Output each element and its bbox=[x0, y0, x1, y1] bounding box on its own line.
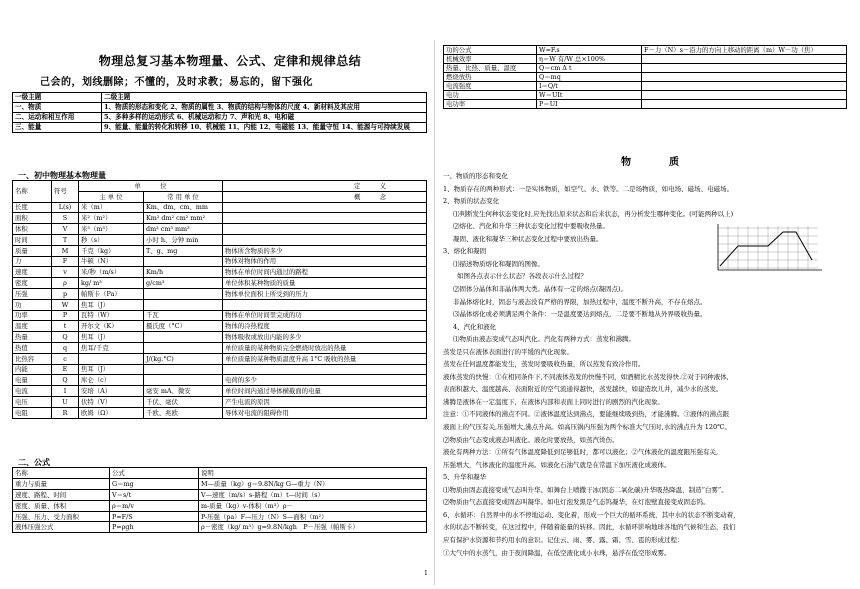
formula-row bbox=[13, 500, 427, 511]
quantity-definition: 物体所含物质的多少 bbox=[223, 245, 427, 256]
quantity-row bbox=[13, 278, 427, 289]
quantity-definition bbox=[223, 234, 427, 245]
formula-note: ρ－密度（kg/ m³）g=9.8N/kgh P－压强（帕斯卡） bbox=[199, 522, 427, 533]
quantity-main-unit: 安培（A） bbox=[79, 386, 144, 397]
quantity-common-unit: 摄氏度（°C） bbox=[144, 321, 223, 332]
quantity-row bbox=[13, 288, 427, 299]
quantity-main-unit: 焦耳（J） bbox=[79, 332, 144, 343]
quantity-name: 热量 bbox=[13, 332, 52, 343]
formula-expression: W=F.s bbox=[537, 46, 642, 55]
quantity-name: 比热容 bbox=[13, 353, 52, 364]
quantity-definition: 物体的冷热程度 bbox=[223, 321, 427, 332]
quantity-main-unit: 米³（m³） bbox=[79, 224, 144, 235]
formula-name: 热量、比热、质量、温度 bbox=[444, 64, 537, 73]
formula-name: 电流强度 bbox=[444, 82, 537, 91]
formula-name: 功的公式 bbox=[444, 46, 537, 55]
quantity-row bbox=[13, 353, 427, 364]
formula-name: 燃烧放热 bbox=[444, 73, 537, 82]
quantity-name: 温度 bbox=[13, 321, 52, 332]
quantities-header-row bbox=[13, 181, 427, 192]
quantity-definition bbox=[223, 224, 427, 235]
quantity-common-unit: 小时 h、分钟 min bbox=[144, 234, 223, 245]
formula-note bbox=[642, 55, 847, 64]
formula-name: 密度、质量、体积 bbox=[13, 500, 110, 511]
quantity-definition: 单位质量的某种物质完全燃烧时放出的热量 bbox=[223, 342, 427, 353]
formula-name: 机械效率 bbox=[444, 55, 537, 64]
body-line: ⑴判断发生何种状态变化时,应先找出原来状态和后来状态，再分析发生哪种变化。(可能两种以上) bbox=[453, 209, 734, 218]
quantity-common-unit: 千伏、毫伏 bbox=[144, 396, 223, 407]
topic-main: 一、物质 bbox=[13, 103, 102, 113]
quantity-symbol: P bbox=[52, 310, 79, 321]
body-line: ⑵物质由气态变成液态叫液化。液化时要放热，如蒸汽烫伤。 bbox=[443, 435, 619, 444]
quantity-symbol: W bbox=[52, 299, 79, 310]
quantity-row bbox=[13, 407, 427, 418]
quantity-common-unit: dm³ cm³ mm³ bbox=[144, 224, 223, 235]
body-line: ①大气中的水蒸气，由于夜间降温，在低空液化成小水珠，悬浮在低空形成雾。 bbox=[443, 548, 671, 557]
body-line: ⑶晶体熔化或必须满足两个条件：一是温度要达到熔点，二是要不断地从外界吸收热量。 bbox=[453, 310, 707, 319]
body-line: ⑵熔化、汽化和升华三种状态变化过程中要吸收热量。 bbox=[453, 222, 609, 231]
page-title: 物理总复习基本物理量、公式、定律和规律总结 bbox=[98, 54, 362, 68]
quantity-common-unit: 千欧、兆欧 bbox=[144, 407, 223, 418]
quantity-row bbox=[13, 202, 427, 213]
formula-expression: P=F/S bbox=[110, 511, 199, 522]
body-line: 3、熔化和凝固 bbox=[443, 247, 487, 256]
body-line: 如图各点表示什么状态？各段表示什么过程？ bbox=[457, 272, 587, 281]
body-line: 2、物质的状态变化 bbox=[443, 197, 500, 206]
formula-header-formula: 公式 bbox=[110, 468, 199, 479]
quantity-name: 压强 bbox=[13, 288, 52, 299]
body-line: 应有保护水资源和节约用水的意识。记住云、雨、雾、露、霜、雪、雹的形成过程： bbox=[443, 535, 684, 544]
quantity-main-unit: 秒（s） bbox=[79, 234, 144, 245]
topic-header-row bbox=[13, 93, 427, 103]
quantity-name: 速度 bbox=[13, 267, 52, 278]
formula-name: 电功率 bbox=[444, 100, 537, 109]
quantity-row bbox=[13, 386, 427, 397]
quantity-main-unit: 开尔文（K） bbox=[79, 321, 144, 332]
formula-header-row bbox=[13, 468, 427, 479]
formula-row bbox=[444, 91, 847, 100]
quantity-name: 面积 bbox=[13, 213, 52, 224]
quantity-row bbox=[13, 245, 427, 256]
body-line: 蒸发在任何温度都能发生，蒸发时要吸收热量，所以蒸发有致冷作用。 bbox=[443, 360, 645, 369]
body-line: 5、升华和凝华 bbox=[443, 473, 487, 482]
quantity-name: 热值 bbox=[13, 342, 52, 353]
formula-expression: V＝s/t bbox=[110, 489, 199, 500]
formula-row bbox=[444, 55, 847, 64]
formula-name: 液体压强公式 bbox=[13, 522, 110, 533]
quantity-symbol: T bbox=[52, 234, 79, 245]
quantity-name: 体积 bbox=[13, 224, 52, 235]
quantity-main-unit: 米²（m²） bbox=[79, 213, 144, 224]
formula-row bbox=[444, 46, 847, 55]
topic-main: 二、运动和相互作用 bbox=[13, 113, 102, 123]
quantity-symbol: Q bbox=[52, 332, 79, 343]
body-line: 蒸发是只在液体表面进行的平缓的汽化现象。 bbox=[443, 347, 573, 356]
quantity-definition: 物体在单位时间内通过的路程 bbox=[223, 267, 427, 278]
section-subheading: 一、物质的形态和变化 bbox=[443, 172, 508, 180]
body-line: 凝固、液化和凝华三种状态变化过程中要放出热量。 bbox=[453, 234, 603, 243]
body-line: 1、物质存在的两种形式：一是实体物质，如空气、水、铁等。二是场物质，如电场、磁场、电磁场。 bbox=[443, 184, 734, 193]
formula-expression: W＝UIt bbox=[537, 91, 642, 100]
formula-note: M—质量（kg）g＝9.8N/kg G—重力（N） bbox=[199, 478, 427, 489]
quantity-symbol: Q bbox=[52, 375, 79, 386]
quantity-definition bbox=[223, 213, 427, 224]
formula-row bbox=[13, 511, 427, 522]
body-line: ⑵物质由气态直接变成固态叫凝华。如电灯泡发黑是气态钨凝华，在灯泡壁直接变成固态钨。 bbox=[443, 498, 710, 507]
quantity-main-unit: 瓦特（W） bbox=[79, 310, 144, 321]
quantity-common-unit bbox=[144, 364, 223, 375]
quantity-main-unit: 欧姆（Ω） bbox=[79, 407, 144, 418]
formula-expression: I＝Q/t bbox=[537, 82, 642, 91]
quantity-row bbox=[13, 321, 427, 332]
formula-row bbox=[13, 522, 427, 533]
formula-table-continued bbox=[443, 45, 847, 109]
quantity-common-unit: J/(kg.°C) bbox=[144, 353, 223, 364]
formula-expression: P=ρgh bbox=[110, 522, 199, 533]
quantities-table bbox=[12, 180, 427, 419]
quantity-main-unit: 伏特（V） bbox=[79, 396, 144, 407]
quantity-common-unit: 毫安 mA、微安 bbox=[144, 386, 223, 397]
quantity-row bbox=[13, 224, 427, 235]
quantity-common-unit: T、g、mg bbox=[144, 245, 223, 256]
col-common-unit-header: 常 用 单 位 bbox=[144, 191, 223, 202]
body-line: 4、汽化和液化 bbox=[453, 322, 497, 331]
quantity-common-unit bbox=[144, 256, 223, 267]
formula-note bbox=[642, 91, 847, 100]
body-line: 压强增大，气体液化的温度升高。如液化石油气就是在常温下加压液化成液体。 bbox=[443, 460, 671, 469]
quantity-definition bbox=[223, 299, 427, 310]
quantity-definition: 单位体积某种物质的质量 bbox=[223, 278, 427, 289]
quantity-main-unit: 牛顿（N） bbox=[79, 256, 144, 267]
topic-sub: 5、多种多样的运动形式 6、机械运动和力 7、声和光 8、电和磁 bbox=[102, 113, 427, 123]
quantity-common-unit: 千瓦 bbox=[144, 310, 223, 321]
motto: 己会的，划线删除；不懂的，及时求教；易忘的，留下强化 bbox=[40, 77, 313, 88]
quantity-common-unit: Km、dm、cm、mm bbox=[144, 202, 223, 213]
quantity-definition: 物体单位面积上所受到的压力 bbox=[223, 288, 427, 299]
quantity-symbol: M bbox=[52, 245, 79, 256]
quantity-common-unit bbox=[144, 299, 223, 310]
quantity-definition bbox=[223, 364, 427, 375]
section-heading-matter: 物 质 bbox=[621, 157, 693, 168]
formula-row bbox=[444, 82, 847, 91]
formula-note: F－力（N）s－沿力的方向上移动的距离（m）W－功（焦） bbox=[642, 46, 847, 55]
quantity-name: 电压 bbox=[13, 396, 52, 407]
quantity-row bbox=[13, 234, 427, 245]
formula-note: V—速度（m/s）s-路程（m）t—时间（s） bbox=[199, 489, 427, 500]
quantity-symbol: S bbox=[52, 213, 79, 224]
quantity-symbol: t bbox=[52, 321, 79, 332]
quantity-symbol: L(s) bbox=[52, 202, 79, 213]
quantity-symbol: q bbox=[52, 342, 79, 353]
body-line: ⑴物质由液态变成气态叫汽化。汽化有两种方式：蒸发和沸腾。 bbox=[453, 335, 635, 344]
body-line: ⑴物质由固态直接变成气态叫升华。如舞台上喷撒干冰(固态二氧化碳)升华吸热降温，制造“白雾”。 bbox=[443, 485, 728, 494]
quantity-name: 内能 bbox=[13, 364, 52, 375]
col-main-unit-header: 主 单 位 bbox=[79, 191, 144, 202]
topic-sub: 1、物质的形态和变化 2、物质的属性 3、物质的结构与物体的尺度 4、新材料及其应用 bbox=[102, 103, 427, 113]
quantity-definition: 产生电流的原因 bbox=[223, 396, 427, 407]
quantity-name: 电量 bbox=[13, 375, 52, 386]
quantity-common-unit: g/cm³ bbox=[144, 278, 223, 289]
formula-note bbox=[642, 100, 847, 109]
formula-name: 压强、压力、受力面积 bbox=[13, 511, 110, 522]
quantity-definition bbox=[223, 202, 427, 213]
topic-header-main: 一级主题 bbox=[13, 93, 102, 103]
formula-note bbox=[642, 82, 847, 91]
page-number: 1 bbox=[424, 570, 428, 577]
quantity-row bbox=[13, 332, 427, 343]
formula-row bbox=[13, 489, 427, 500]
body-line: 水的状态不断转变，在这过程中，伴随着能量的转移。因此，水循环影响地球各地的气候和生态，我们 bbox=[443, 523, 736, 532]
quantity-name: 时间 bbox=[13, 234, 52, 245]
quantity-name: 功率 bbox=[13, 310, 52, 321]
quantity-main-unit: 焦耳（J） bbox=[79, 364, 144, 375]
body-line: 6、水循环：自然界中的水不停地运动、变化着，形成一个巨大的循环系统，其中水的状态不断变动着， bbox=[443, 510, 740, 519]
quantity-name: 质量 bbox=[13, 245, 52, 256]
formula-table bbox=[12, 467, 427, 533]
quantity-common-unit bbox=[144, 288, 223, 299]
body-line: ⑵固体分晶体和非晶体两大类。晶体有一定的熔点(凝固点)。 bbox=[453, 284, 628, 293]
quantity-symbol: c bbox=[52, 353, 79, 364]
quantity-symbol: F bbox=[52, 256, 79, 267]
column-divider bbox=[434, 40, 435, 585]
quantity-definition: 导体对电流的阻碍作用 bbox=[223, 407, 427, 418]
quantity-row bbox=[13, 213, 427, 224]
formula-note bbox=[642, 64, 847, 73]
quantity-symbol: I bbox=[52, 386, 79, 397]
quantity-main-unit: 千克（kg） bbox=[79, 245, 144, 256]
formula-name: 速度、路程、时间 bbox=[13, 489, 110, 500]
quantity-definition: 电荷的多少 bbox=[223, 375, 427, 386]
formula-header-name: 名称 bbox=[13, 468, 110, 479]
quantity-main-unit: 焦耳（J） bbox=[79, 299, 144, 310]
body-line: 沸腾是液体在一定温度下，在液体内部和表面上同时进行的剧烈的汽化现象。 bbox=[443, 397, 664, 406]
quantity-name: 功 bbox=[13, 299, 52, 310]
quantity-name: 密度 bbox=[13, 278, 52, 289]
formula-expression: η＝W 有/W 总×100% bbox=[537, 55, 642, 64]
quantity-common-unit bbox=[144, 342, 223, 353]
quantity-symbol: R bbox=[52, 407, 79, 418]
formula-expression: Q＝mq bbox=[537, 73, 642, 82]
topic-row bbox=[13, 113, 427, 123]
formulas-section-title: 二、公式 bbox=[18, 457, 50, 467]
quantity-main-unit: kg/ m³ bbox=[79, 278, 144, 289]
formula-row bbox=[444, 100, 847, 109]
quantity-row bbox=[13, 364, 427, 375]
quantity-name: 电流 bbox=[13, 386, 52, 397]
col-def-header-top: 定 义 bbox=[223, 181, 427, 192]
body-line: 液化有两种方法：①所有气体温度降低到足够低时，都可以液化；②气体液化的温度跟压强有关, bbox=[443, 448, 719, 457]
formula-expression: Q＝cm Δ t bbox=[537, 64, 642, 73]
quantity-row bbox=[13, 396, 427, 407]
quantity-definition: 物体对物体的作用 bbox=[223, 256, 427, 267]
quantity-main-unit: 米/秒（m/s） bbox=[79, 267, 144, 278]
quantity-main-unit: 米（m） bbox=[79, 202, 144, 213]
quantity-symbol: p bbox=[52, 288, 79, 299]
formula-row bbox=[13, 478, 427, 489]
body-line: 液面上的气压有关,压强增大,沸点升高。如高压锅内压强为两个标准大气压时,水的沸点升为 120℃。 bbox=[443, 423, 731, 431]
quantity-row bbox=[13, 342, 427, 353]
col-symbol-header: 符号 bbox=[52, 181, 79, 203]
quantity-symbol: v bbox=[52, 267, 79, 278]
quantities-section-title: 一、初中物理基本物理量 bbox=[18, 170, 106, 180]
topic-header-sub: 二级主题 bbox=[102, 93, 427, 103]
quantity-main-unit: 焦耳/千克 bbox=[79, 342, 144, 353]
col-def-header-bottom: 概 念 bbox=[223, 191, 427, 202]
quantity-symbol: V bbox=[52, 224, 79, 235]
col-unit-header: 单 位 bbox=[79, 181, 223, 192]
body-line: ⑴描述物质熔化和凝固的图像。 bbox=[453, 259, 544, 268]
quantity-main-unit: 帕斯卡（Pa） bbox=[79, 288, 144, 299]
topic-row bbox=[13, 123, 427, 133]
quantity-symbol: ρ bbox=[52, 278, 79, 289]
quantity-definition: 单位时间内通过导体横截面的电量 bbox=[223, 386, 427, 397]
quantity-name: 电阻 bbox=[13, 407, 52, 418]
topic-main: 三、能量 bbox=[13, 123, 102, 133]
quantity-symbol: E bbox=[52, 364, 79, 375]
quantity-common-unit bbox=[144, 375, 223, 386]
body-line: 表面积越大、温度越高、表面附近的空气流通得越快，蒸发越快，如建造坎儿井，减少水的蒸发。 bbox=[443, 385, 723, 394]
quantity-row bbox=[13, 299, 427, 310]
quantity-common-unit: Km/h bbox=[144, 267, 223, 278]
quantity-definition: 物体吸收或放出内能的多少 bbox=[223, 332, 427, 343]
quantity-row bbox=[13, 267, 427, 278]
quantity-row bbox=[13, 375, 427, 386]
quantity-common-unit bbox=[144, 332, 223, 343]
formula-name: 重力与质量 bbox=[13, 478, 110, 489]
col-name-header: 名称 bbox=[13, 181, 52, 203]
quantity-definition: 物体在单位时间里完成的功 bbox=[223, 310, 427, 321]
quantity-row bbox=[13, 310, 427, 321]
quantity-main-unit: 库仑（c） bbox=[79, 375, 144, 386]
formula-note: m-质量（kg）v-体积（m³）ρ－ bbox=[199, 500, 427, 511]
formula-name: 电功 bbox=[444, 91, 537, 100]
formula-note bbox=[642, 73, 847, 82]
topic-table bbox=[12, 92, 427, 133]
formula-row bbox=[444, 73, 847, 82]
formula-expression: P＝UI bbox=[537, 100, 642, 109]
quantity-symbol: U bbox=[52, 396, 79, 407]
body-line: 非晶体熔化时，固态与液态没有严格的界限，加热过程中，温度不断升高，不存在熔点。 bbox=[453, 297, 707, 306]
quantity-common-unit: Km² dm² cm² mm² bbox=[144, 213, 223, 224]
formula-row bbox=[444, 64, 847, 73]
formula-expression: ρ＝m/v bbox=[110, 500, 199, 511]
quantity-name: 长度 bbox=[13, 202, 52, 213]
quantity-name: 力 bbox=[13, 256, 52, 267]
body-line: 注意：①不同液体的沸点不同。②液体温度达到沸点，要能继续吸到热，才能沸腾。③液体的沸点跟 bbox=[443, 410, 729, 419]
formula-expression: G＝mg bbox=[110, 478, 199, 489]
formula-header-note: 说明 bbox=[199, 468, 427, 479]
body-line: 液体蒸发的快慢：①在相同条件下,不同液体蒸发的快慢不同，如酒精比水蒸发得快.②对于同种液体, bbox=[443, 372, 729, 381]
topic-row bbox=[13, 103, 427, 113]
quantity-definition: 单位质量的某种物质温度升高 1°C 吸收的热量 bbox=[223, 353, 427, 364]
quantity-main-unit bbox=[79, 353, 144, 364]
formula-note: P-压强（pa）F—压力（N）S—面积（m²） bbox=[199, 511, 427, 522]
quantity-row bbox=[13, 256, 427, 267]
topic-sub: 9、能量、能量的转化和转移 10、机械能 11、内能 12、电磁能 13、能量守恒 14、能源与可持续发展 bbox=[102, 123, 427, 133]
